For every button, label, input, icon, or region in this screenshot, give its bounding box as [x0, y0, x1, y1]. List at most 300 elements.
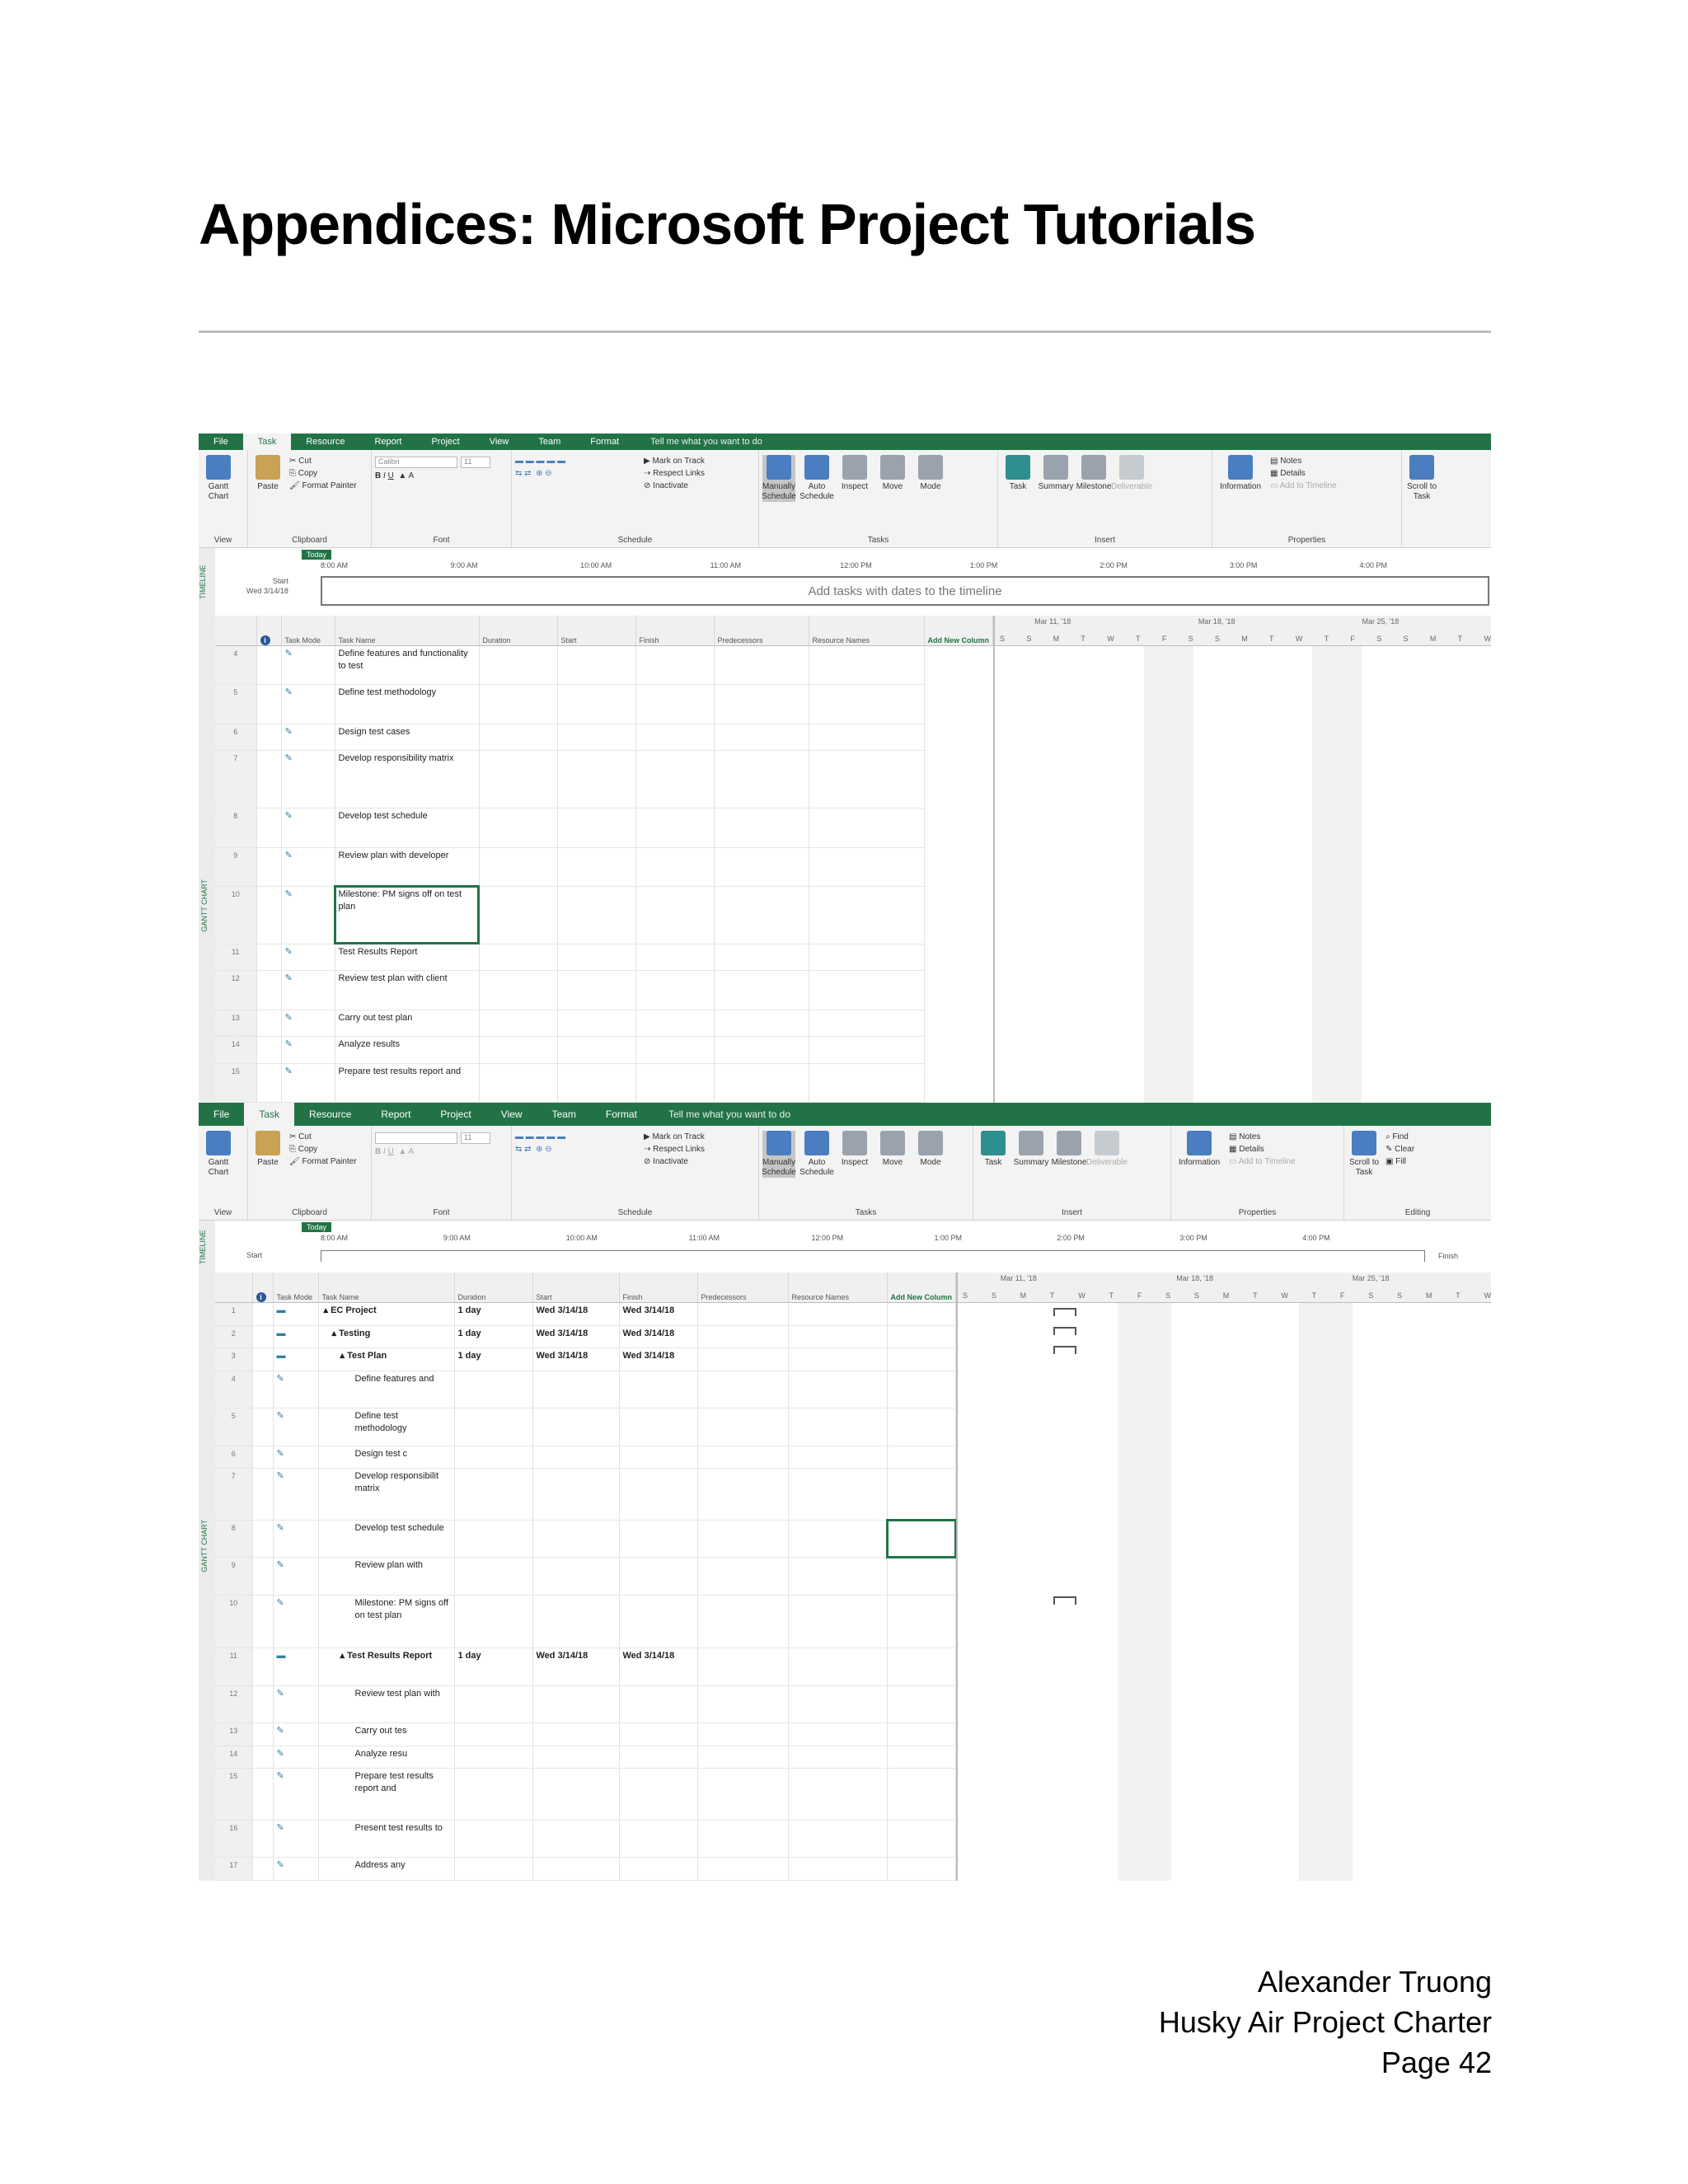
cell-add-new-column[interactable]: [887, 1558, 956, 1596]
cell-duration[interactable]: [454, 1769, 532, 1820]
empty-cell[interactable]: [635, 847, 714, 886]
task-name-cell[interactable]: Develop responsibility matrix: [335, 751, 479, 808]
task-name-cell[interactable]: Develop responsibilit matrix: [318, 1469, 454, 1520]
cell-predecessors[interactable]: [697, 1648, 788, 1686]
mark-on-track-button[interactable]: ▶ Mark on Track: [644, 1132, 705, 1141]
empty-cell[interactable]: [635, 944, 714, 970]
gantt-chart-button[interactable]: Gantt Chart: [202, 1131, 235, 1178]
cell-finish[interactable]: Wed 3/14/18: [619, 1325, 697, 1348]
manually-schedule-button[interactable]: Manually Schedule: [762, 1131, 795, 1178]
empty-cell[interactable]: [714, 1010, 809, 1036]
column-task-mode[interactable]: Task Mode: [281, 616, 335, 646]
empty-cell[interactable]: [635, 1063, 714, 1103]
empty-cell[interactable]: [479, 886, 557, 944]
table-row[interactable]: [215, 1408, 956, 1446]
empty-cell[interactable]: [714, 751, 809, 808]
task-name-cell[interactable]: Prepare test results report and: [318, 1769, 454, 1820]
cell-finish[interactable]: [619, 1858, 697, 1881]
cell-add-new-column[interactable]: [887, 1469, 956, 1520]
timeline-bar[interactable]: [321, 576, 1489, 606]
gantt-chart-2[interactable]: [956, 1272, 1491, 1881]
cell-finish[interactable]: [619, 1820, 697, 1858]
cell-resources[interactable]: [788, 1685, 887, 1723]
information-button[interactable]: Information: [1175, 1131, 1224, 1168]
empty-cell[interactable]: [809, 971, 924, 1010]
empty-cell[interactable]: [714, 886, 809, 944]
table-row[interactable]: [215, 886, 993, 944]
table-row[interactable]: [215, 1325, 956, 1348]
tab-format[interactable]: Format: [590, 437, 620, 447]
inspect-button[interactable]: Inspect: [838, 455, 871, 492]
cell-resources[interactable]: [788, 1303, 887, 1326]
cell-duration[interactable]: [454, 1595, 532, 1648]
cell-predecessors[interactable]: [697, 1469, 788, 1520]
inspect-button[interactable]: Inspect: [838, 1131, 871, 1168]
cell-add-new-column[interactable]: [887, 1723, 956, 1746]
empty-cell[interactable]: [635, 808, 714, 847]
table-row[interactable]: [215, 724, 993, 750]
tell-me-search[interactable]: Tell me what you want to do: [650, 437, 762, 447]
empty-cell[interactable]: [635, 886, 714, 944]
cell-start[interactable]: [532, 1746, 619, 1769]
task-name-cell[interactable]: Test Results Report: [335, 944, 479, 970]
cell-resources[interactable]: [788, 1558, 887, 1596]
table-row[interactable]: [215, 847, 993, 886]
milestone-button[interactable]: Milestone: [1053, 1131, 1085, 1168]
cell-predecessors[interactable]: [697, 1769, 788, 1820]
task-name-cell[interactable]: Design test c: [318, 1446, 454, 1469]
cell-predecessors[interactable]: [697, 1558, 788, 1596]
table-row[interactable]: [215, 751, 993, 808]
cell-duration[interactable]: [454, 1723, 532, 1746]
cut-button[interactable]: ✂ Cut: [289, 1132, 312, 1141]
task-name-cell[interactable]: Analyze results: [335, 1037, 479, 1063]
cell-duration[interactable]: 1 day: [454, 1648, 532, 1686]
task-name-cell[interactable]: Define features and functionality to test: [335, 646, 479, 685]
move-button[interactable]: Move: [876, 1131, 909, 1168]
cut-button[interactable]: ✂ Cut: [289, 457, 312, 466]
summary-button[interactable]: Summary: [1039, 455, 1072, 492]
summary-task-bar[interactable]: [1053, 1327, 1076, 1335]
tab-view[interactable]: View: [489, 437, 509, 447]
empty-cell[interactable]: [714, 944, 809, 970]
table-row[interactable]: [215, 646, 993, 685]
empty-cell[interactable]: [479, 1037, 557, 1063]
auto-schedule-button[interactable]: Auto Schedule: [800, 1131, 833, 1178]
link-buttons[interactable]: ⇆ ⇄ ⊕ ⊖: [515, 1145, 552, 1154]
table-row[interactable]: [215, 1446, 956, 1469]
tab-project[interactable]: Project: [440, 1108, 471, 1120]
deliverable-button[interactable]: Deliverable: [1090, 1131, 1123, 1168]
insert-task-button[interactable]: Task: [1001, 455, 1034, 492]
deliverable-button[interactable]: Deliverable: [1115, 455, 1148, 492]
respect-links-button[interactable]: ⇢ Respect Links: [644, 469, 705, 478]
column-duration[interactable]: Duration: [454, 1272, 532, 1303]
cell-duration[interactable]: [454, 1685, 532, 1723]
column-start[interactable]: Start: [557, 616, 635, 646]
clear-button[interactable]: ✎ Clear: [1386, 1145, 1415, 1154]
empty-cell[interactable]: [557, 724, 635, 750]
empty-cell[interactable]: [557, 751, 635, 808]
cell-finish[interactable]: [619, 1746, 697, 1769]
cell-resources[interactable]: [788, 1820, 887, 1858]
table-row[interactable]: [215, 1769, 956, 1820]
cell-duration[interactable]: [454, 1820, 532, 1858]
empty-cell[interactable]: [714, 971, 809, 1010]
tab-project[interactable]: Project: [431, 437, 460, 447]
cell-predecessors[interactable]: [697, 1595, 788, 1648]
empty-cell[interactable]: [809, 685, 924, 724]
gantt-chart-button[interactable]: Gantt Chart: [202, 455, 235, 502]
column-predecessors[interactable]: Predecessors: [714, 616, 809, 646]
cell-finish[interactable]: [619, 1595, 697, 1648]
cell-finish[interactable]: [619, 1520, 697, 1558]
task-name-cell[interactable]: Develop test schedule: [318, 1520, 454, 1558]
cell-start[interactable]: [532, 1371, 619, 1408]
task-name-cell[interactable]: Carry out test plan: [335, 1010, 479, 1036]
cell-add-new-column[interactable]: [887, 1746, 956, 1769]
empty-cell[interactable]: [635, 1037, 714, 1063]
cell-start[interactable]: [532, 1685, 619, 1723]
empty-cell[interactable]: [557, 944, 635, 970]
tab-report[interactable]: Report: [381, 1108, 411, 1120]
table-row[interactable]: [215, 1010, 993, 1036]
format-painter-button[interactable]: 🖌 Format Painter: [289, 1157, 357, 1166]
cell-finish[interactable]: [619, 1446, 697, 1469]
tab-team[interactable]: Team: [538, 437, 561, 447]
table-row[interactable]: [215, 1037, 993, 1063]
cell-duration[interactable]: [454, 1371, 532, 1408]
cell-start[interactable]: [532, 1520, 619, 1558]
cell-duration[interactable]: [454, 1558, 532, 1596]
cell-duration[interactable]: [454, 1858, 532, 1881]
tab-task[interactable]: Task: [243, 434, 292, 450]
empty-cell[interactable]: [809, 1037, 924, 1063]
column-add-new[interactable]: Add New Column: [887, 1272, 956, 1303]
cell-add-new-column[interactable]: [887, 1820, 956, 1858]
cell-resources[interactable]: [788, 1769, 887, 1820]
tab-view[interactable]: View: [500, 1108, 523, 1120]
cell-resources[interactable]: [788, 1408, 887, 1446]
table-row[interactable]: [215, 1858, 956, 1881]
mode-button[interactable]: Mode: [914, 1131, 947, 1168]
cell-resources[interactable]: [788, 1595, 887, 1648]
table-row[interactable]: [215, 685, 993, 724]
empty-cell[interactable]: [635, 646, 714, 685]
cell-predecessors[interactable]: [697, 1858, 788, 1881]
task-name-cell[interactable]: Review test plan with client: [335, 971, 479, 1010]
cell-finish[interactable]: [619, 1371, 697, 1408]
cell-duration[interactable]: [454, 1408, 532, 1446]
insert-task-button[interactable]: Task: [977, 1131, 1010, 1168]
cell-start[interactable]: [532, 1769, 619, 1820]
task-name-cell[interactable]: Carry out tes: [318, 1723, 454, 1746]
cell-resources[interactable]: [788, 1520, 887, 1558]
cell-start[interactable]: [532, 1558, 619, 1596]
table-row[interactable]: [215, 1520, 956, 1558]
task-name-cell[interactable]: Present test results to: [318, 1820, 454, 1858]
empty-cell[interactable]: [557, 685, 635, 724]
cell-start[interactable]: [532, 1408, 619, 1446]
cell-duration[interactable]: [454, 1520, 532, 1558]
task-name-cell[interactable]: ▴ Testing: [318, 1325, 454, 1348]
task-name-cell[interactable]: Review test plan with: [318, 1685, 454, 1723]
font-size-select[interactable]: 11: [461, 457, 490, 468]
cell-add-new-column[interactable]: [887, 1595, 956, 1648]
empty-cell[interactable]: [809, 1063, 924, 1103]
cell-add-new-column[interactable]: [887, 1303, 956, 1326]
mode-button[interactable]: Mode: [914, 455, 947, 492]
column-task-name[interactable]: Task Name: [318, 1272, 454, 1303]
copy-button[interactable]: ⎘ Copy: [289, 469, 318, 478]
cell-start[interactable]: Wed 3/14/18: [532, 1325, 619, 1348]
empty-cell[interactable]: [557, 646, 635, 685]
details-button[interactable]: ▦ Details: [1229, 1145, 1264, 1154]
cell-finish[interactable]: [619, 1723, 697, 1746]
cell-finish[interactable]: [619, 1769, 697, 1820]
empty-cell[interactable]: [809, 886, 924, 944]
cell-resources[interactable]: [788, 1371, 887, 1408]
empty-cell[interactable]: [809, 847, 924, 886]
empty-cell[interactable]: [714, 847, 809, 886]
column-task-name[interactable]: Task Name: [335, 616, 479, 646]
table-row[interactable]: [215, 1348, 956, 1371]
column-finish[interactable]: Finish: [619, 1272, 697, 1303]
fill-button[interactable]: ▣ Fill: [1386, 1157, 1407, 1166]
cell-finish[interactable]: [619, 1558, 697, 1596]
table-row[interactable]: [215, 1746, 956, 1769]
respect-links-button[interactable]: ⇢ Respect Links: [644, 1145, 705, 1154]
milestone-button[interactable]: Milestone: [1077, 455, 1110, 492]
task-name-cell[interactable]: Define features and: [318, 1371, 454, 1408]
table-row[interactable]: [215, 1685, 956, 1723]
paste-button[interactable]: Paste: [251, 455, 284, 492]
cell-start[interactable]: Wed 3/14/18: [532, 1648, 619, 1686]
table-row[interactable]: [215, 944, 993, 970]
font-format-buttons[interactable]: B I U ▲ A: [375, 1147, 415, 1156]
cell-add-new-column[interactable]: [887, 1408, 956, 1446]
paste-button[interactable]: Paste: [251, 1131, 284, 1168]
table-row[interactable]: [215, 1303, 956, 1326]
empty-cell[interactable]: [557, 808, 635, 847]
table-row[interactable]: [215, 1063, 993, 1103]
column-finish[interactable]: Finish: [635, 616, 714, 646]
empty-cell[interactable]: [714, 724, 809, 750]
task-name-cell[interactable]: Milestone: PM signs off on test plan: [318, 1595, 454, 1648]
empty-cell[interactable]: [557, 1063, 635, 1103]
column-duration[interactable]: Duration: [479, 616, 557, 646]
table-row[interactable]: [215, 1723, 956, 1746]
cell-add-new-column[interactable]: [887, 1648, 956, 1686]
empty-cell[interactable]: [479, 944, 557, 970]
cell-resources[interactable]: [788, 1648, 887, 1686]
tab-report[interactable]: Report: [374, 437, 402, 447]
summary-task-bar[interactable]: [1053, 1596, 1076, 1605]
empty-cell[interactable]: [557, 847, 635, 886]
empty-cell[interactable]: [635, 751, 714, 808]
cell-add-new-column[interactable]: [887, 1348, 956, 1371]
empty-cell[interactable]: [635, 971, 714, 1010]
cell-start[interactable]: [532, 1446, 619, 1469]
summary-task-bar[interactable]: [1053, 1346, 1076, 1354]
table-row[interactable]: [215, 1371, 956, 1408]
cell-predecessors[interactable]: [697, 1446, 788, 1469]
add-to-timeline-button[interactable]: ▭ Add to Timeline: [1229, 1157, 1296, 1166]
cell-finish[interactable]: Wed 3/14/18: [619, 1303, 697, 1326]
cell-finish[interactable]: Wed 3/14/18: [619, 1348, 697, 1371]
move-button[interactable]: Move: [876, 455, 909, 492]
cell-resources[interactable]: [788, 1469, 887, 1520]
table-row[interactable]: [215, 971, 993, 1010]
tab-format[interactable]: Format: [605, 1108, 637, 1120]
cell-duration[interactable]: [454, 1746, 532, 1769]
column-predecessors[interactable]: Predecessors: [697, 1272, 788, 1303]
empty-cell[interactable]: [635, 1010, 714, 1036]
cell-start[interactable]: [532, 1723, 619, 1746]
cell-duration[interactable]: 1 day: [454, 1348, 532, 1371]
information-button[interactable]: Information: [1216, 455, 1265, 492]
cell-start[interactable]: [532, 1858, 619, 1881]
cell-predecessors[interactable]: [697, 1723, 788, 1746]
cell-start[interactable]: [532, 1820, 619, 1858]
column-resource-names[interactable]: Resource Names: [788, 1272, 887, 1303]
cell-predecessors[interactable]: [697, 1408, 788, 1446]
column-resource-names[interactable]: Resource Names: [809, 616, 924, 646]
task-name-cell[interactable]: Review plan with developer: [335, 847, 479, 886]
scroll-to-task-button[interactable]: Scroll to Task: [1348, 1131, 1381, 1178]
tab-resource[interactable]: Resource: [306, 437, 345, 447]
font-size-select[interactable]: 11: [461, 1132, 490, 1144]
cell-start[interactable]: Wed 3/14/18: [532, 1303, 619, 1326]
font-format-buttons[interactable]: B I U ▲ A: [375, 471, 415, 480]
empty-cell[interactable]: [479, 1063, 557, 1103]
cell-add-new-column[interactable]: [887, 1325, 956, 1348]
cell-predecessors[interactable]: [697, 1520, 788, 1558]
empty-cell[interactable]: [479, 646, 557, 685]
table-row[interactable]: [215, 1648, 956, 1686]
table-row[interactable]: [215, 1469, 956, 1520]
mark-on-track-button[interactable]: ▶ Mark on Track: [644, 457, 705, 466]
tab-team[interactable]: Team: [551, 1108, 576, 1120]
cell-resources[interactable]: [788, 1746, 887, 1769]
cell-finish[interactable]: [619, 1469, 697, 1520]
find-button[interactable]: ⌕ Find: [1386, 1132, 1409, 1141]
cell-predecessors[interactable]: [697, 1348, 788, 1371]
tab-file[interactable]: File: [213, 437, 228, 447]
table-row[interactable]: [215, 1558, 956, 1596]
add-to-timeline-button[interactable]: ▭ Add to Timeline: [1270, 481, 1337, 490]
task-name-cell[interactable]: Prepare test results report and: [335, 1063, 479, 1103]
empty-cell[interactable]: [809, 751, 924, 808]
summary-button[interactable]: Summary: [1015, 1131, 1048, 1168]
task-name-cell[interactable]: Analyze resu: [318, 1746, 454, 1769]
gantt-chart-1[interactable]: [993, 616, 1491, 1103]
empty-cell[interactable]: [479, 971, 557, 1010]
cell-add-new-column[interactable]: [887, 1858, 956, 1881]
cell-add-new-column[interactable]: [887, 1520, 956, 1558]
empty-cell[interactable]: [714, 1063, 809, 1103]
empty-cell[interactable]: [479, 1010, 557, 1036]
cell-predecessors[interactable]: [697, 1746, 788, 1769]
cell-finish[interactable]: [619, 1408, 697, 1446]
font-name-select[interactable]: Calibri: [375, 457, 457, 468]
column-start[interactable]: Start: [532, 1272, 619, 1303]
tab-file[interactable]: File: [213, 1108, 230, 1120]
inactivate-button[interactable]: ⊘ Inactivate: [644, 1157, 688, 1166]
empty-cell[interactable]: [714, 1037, 809, 1063]
cell-resources[interactable]: [788, 1858, 887, 1881]
cell-duration[interactable]: 1 day: [454, 1303, 532, 1326]
cell-add-new-column[interactable]: [887, 1371, 956, 1408]
cell-add-new-column[interactable]: [887, 1685, 956, 1723]
format-painter-button[interactable]: 🖌 Format Painter: [289, 481, 357, 490]
cell-add-new-column[interactable]: [887, 1446, 956, 1469]
font-name-select[interactable]: [375, 1132, 457, 1144]
cell-predecessors[interactable]: [697, 1303, 788, 1326]
column-task-mode[interactable]: Task Mode: [273, 1272, 318, 1303]
auto-schedule-button[interactable]: Auto Schedule: [800, 455, 833, 502]
task-name-cell[interactable]: Develop test schedule: [335, 808, 479, 847]
empty-cell[interactable]: [479, 751, 557, 808]
empty-cell[interactable]: [557, 1037, 635, 1063]
empty-cell[interactable]: [809, 808, 924, 847]
cell-start[interactable]: [532, 1469, 619, 1520]
cell-resources[interactable]: [788, 1723, 887, 1746]
manually-schedule-button[interactable]: Manually Schedule: [762, 455, 795, 502]
inactivate-button[interactable]: ⊘ Inactivate: [644, 481, 688, 490]
task-name-cell[interactable]: ▴ Test Results Report: [318, 1648, 454, 1686]
empty-cell[interactable]: [809, 646, 924, 685]
task-name-cell[interactable]: ▴ EC Project: [318, 1303, 454, 1326]
outline-buttons[interactable]: ▬ ▬ ▬ ▬ ▬: [515, 1132, 566, 1141]
empty-cell[interactable]: [714, 808, 809, 847]
copy-button[interactable]: ⎘ Copy: [289, 1145, 318, 1154]
table-row[interactable]: [215, 1820, 956, 1858]
cell-predecessors[interactable]: [697, 1820, 788, 1858]
table-row[interactable]: [215, 1595, 956, 1648]
task-name-cell[interactable]: Milestone: PM signs off on test plan: [335, 886, 479, 944]
summary-task-bar[interactable]: [1053, 1308, 1076, 1316]
cell-duration[interactable]: 1 day: [454, 1325, 532, 1348]
tell-me-search[interactable]: Tell me what you want to do: [668, 1108, 791, 1120]
timeline-bar[interactable]: [321, 1250, 1425, 1262]
task-name-cell[interactable]: Address any: [318, 1858, 454, 1881]
empty-cell[interactable]: [479, 685, 557, 724]
task-name-cell[interactable]: Design test cases: [335, 724, 479, 750]
empty-cell[interactable]: [479, 808, 557, 847]
cell-duration[interactable]: [454, 1469, 532, 1520]
empty-cell[interactable]: [635, 724, 714, 750]
task-name-cell[interactable]: Review plan with: [318, 1558, 454, 1596]
cell-resources[interactable]: [788, 1446, 887, 1469]
tab-task[interactable]: Task: [244, 1103, 294, 1126]
empty-cell[interactable]: [557, 886, 635, 944]
empty-cell[interactable]: [714, 646, 809, 685]
table-row[interactable]: [215, 808, 993, 847]
empty-cell[interactable]: [635, 685, 714, 724]
empty-cell[interactable]: [479, 724, 557, 750]
notes-button[interactable]: ▤ Notes: [1270, 457, 1302, 466]
cell-start[interactable]: [532, 1595, 619, 1648]
empty-cell[interactable]: [479, 847, 557, 886]
link-buttons[interactable]: ⇆ ⇄ ⊕ ⊖: [515, 469, 552, 478]
cell-duration[interactable]: [454, 1446, 532, 1469]
cell-predecessors[interactable]: [697, 1325, 788, 1348]
task-name-cell[interactable]: ▴ Test Plan: [318, 1348, 454, 1371]
empty-cell[interactable]: [809, 724, 924, 750]
empty-cell[interactable]: [557, 1010, 635, 1036]
cell-finish[interactable]: [619, 1685, 697, 1723]
